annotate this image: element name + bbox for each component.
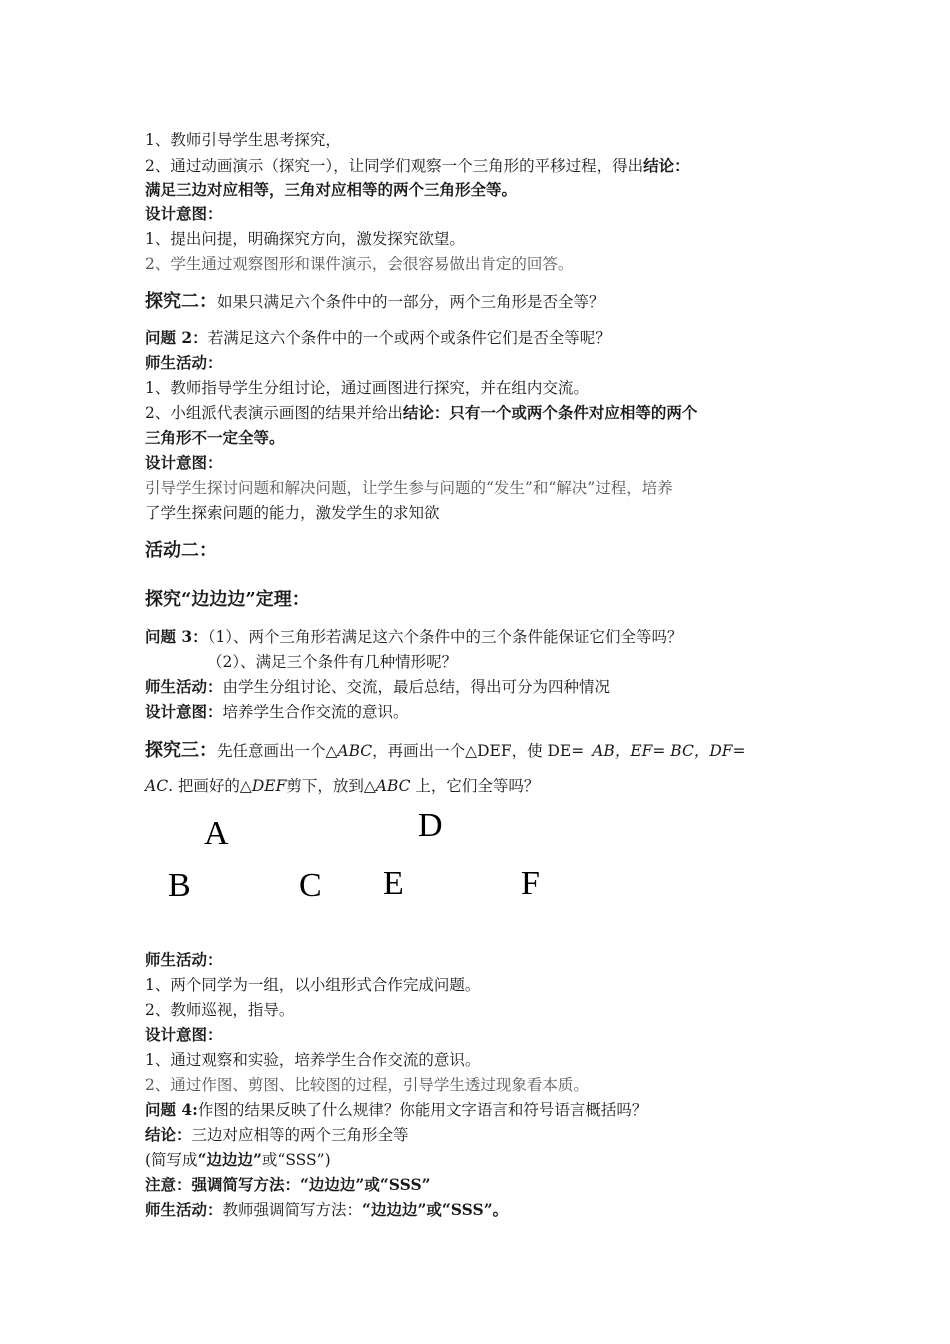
line-2: 2、通过动画演示（探究一），让同学们观察一个三角形的平移过程，得出结论： <box>145 156 690 175</box>
vertex-label-b: B <box>168 867 191 904</box>
line-21: 设计意图：培养学生合作交流的意识。 <box>145 702 409 721</box>
question-2: 问题 2：若满足这六个条件中的一个或两个或条件它们是否全等呢？ <box>145 328 611 347</box>
line-6: 2、学生通过观察图形和课件演示，会很容易做出肯定的回答。 <box>145 255 574 273</box>
section-explore-3: 探究三：先任意画出一个△ABC，再画出一个△DEF，使 DE= AB，EF= BC，DF= <box>145 740 746 761</box>
heading-activity-two: 活动二： <box>145 540 217 561</box>
vertex-label-a: A <box>204 815 229 852</box>
line-34: 师生活动：教师强调简写方法：“边边边”或“SSS”。 <box>145 1200 509 1219</box>
question-4: 问题 4:作图的结果反映了什么规律？你能用文字语言和符号语言概括吗？ <box>145 1100 648 1119</box>
line-29: 2、通过作图、剪图、比较图的过程，引导学生透过现象看本质。 <box>145 1076 589 1094</box>
abbreviation-note: (简写成“边边边”或“SSS”) <box>145 1150 331 1169</box>
heading-activity-1: 师生活动： <box>145 353 223 372</box>
vertex-label-c: C <box>299 867 322 904</box>
line-28: 1、通过观察和实验，培养学生合作交流的意识。 <box>145 1051 481 1069</box>
question-3-part-1: 问题 3：（1）、两个三角形若满足这六个条件中的三个条件能保证它们全等吗？ <box>145 627 683 646</box>
heading-design-intent-2: 设计意图： <box>145 453 223 472</box>
line-3-conclusion: 满足三边对应相等，三角对应相等的两个三角形全等。 <box>145 180 518 199</box>
conclusion-sss: 结论：三边对应相等的两个三角形全等 <box>145 1125 409 1144</box>
question-3-part-2: （2）、满足三个条件有几种情形呢？ <box>207 653 458 671</box>
line-23: AC. 把画好的△DEF剪下，放到△ABC 上，它们全等吗？ <box>145 777 540 795</box>
line-14: 引导学生探讨问题和解决问题，让学生参与问题的“发生”和“解决”过程，培养 <box>145 479 673 497</box>
line-26: 2、教师巡视，指导。 <box>145 1001 295 1019</box>
vertex-label-d: D <box>418 807 443 844</box>
heading-design-intent-3: 设计意图： <box>145 1025 223 1044</box>
section-explore-2: 探究二：如果只满足六个条件中的一部分，两个三角形是否全等？ <box>145 291 605 312</box>
line-15: 了学生探索问题的能力，激发学生的求知欲 <box>145 504 440 522</box>
vertex-label-e: E <box>383 865 404 902</box>
attention-note: 注意：强调简写方法：“边边边”或“SSS” <box>145 1175 431 1194</box>
line-5: 1、提出问提，明确探究方向，激发探究欲望。 <box>145 230 465 248</box>
line-11: 2、小组派代表演示画图的结果并给出结论：只有一个或两个条件对应相等的两个 <box>145 403 698 422</box>
line-25: 1、两个同学为一组，以小组形式合作完成问题。 <box>145 976 481 994</box>
vertex-label-f: F <box>521 865 540 902</box>
line-10: 1、教师指导学生分组讨论，通过画图进行探究，并在组内交流。 <box>145 379 589 397</box>
line-20: 师生活动：由学生分组讨论、交流，最后总结，得出可分为四种情况 <box>145 677 611 696</box>
line-1: 1、教师引导学生思考探究， <box>145 131 341 149</box>
heading-activity-2: 师生活动： <box>145 950 223 969</box>
heading-sss-theorem: 探究“边边边”定理： <box>145 589 310 610</box>
line-12: 三角形不一定全等。 <box>145 428 285 447</box>
heading-design-intent-1: 设计意图： <box>145 204 223 223</box>
